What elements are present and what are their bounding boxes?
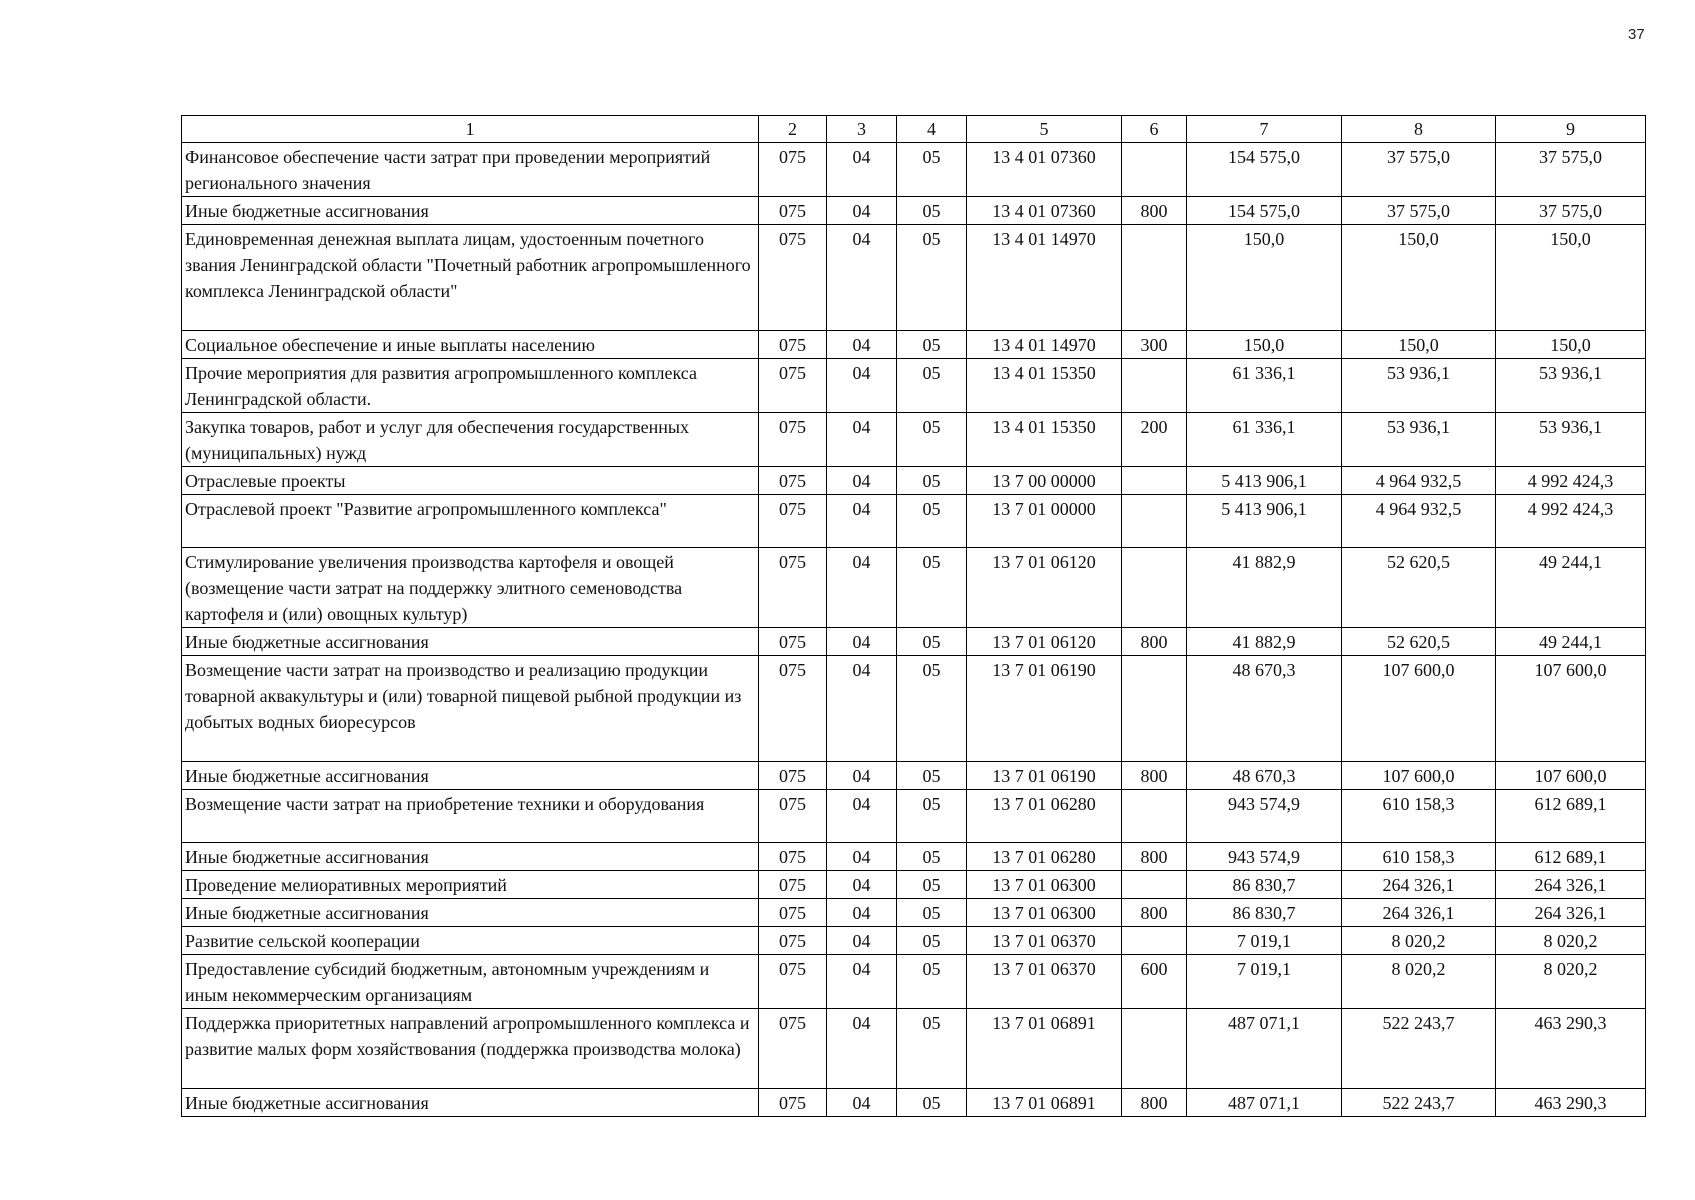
- target-article-cell: 13 4 01 14970: [967, 331, 1122, 359]
- section-cell: 04: [827, 359, 897, 413]
- expense-type-cell: 200: [1122, 413, 1187, 467]
- amount-cell: 150,0: [1342, 331, 1496, 359]
- amount-cell: 49 244,1: [1496, 628, 1646, 656]
- row-name-cell: Иные бюджетные ассигнования: [182, 628, 759, 656]
- target-article-cell: 13 7 01 06120: [967, 628, 1122, 656]
- amount-cell: 264 326,1: [1496, 899, 1646, 927]
- target-article-cell: 13 7 01 06370: [967, 955, 1122, 1009]
- amount-cell: 4 964 932,5: [1342, 495, 1496, 548]
- amount-cell: 37 575,0: [1342, 143, 1496, 197]
- table-row: [182, 843, 1646, 871]
- amount-cell: 943 574,9: [1187, 790, 1342, 843]
- expense-type-cell: [1122, 359, 1187, 413]
- expense-type-cell: 800: [1122, 762, 1187, 790]
- amount-cell: 487 071,1: [1187, 1089, 1342, 1117]
- code-cell: 075: [759, 628, 827, 656]
- subsection-cell: 05: [897, 871, 967, 899]
- row-name-cell: Иные бюджетные ассигнования: [182, 899, 759, 927]
- target-article-cell: 13 7 00 00000: [967, 467, 1122, 495]
- amount-cell: 53 936,1: [1496, 413, 1646, 467]
- section-cell: 04: [827, 1009, 897, 1089]
- code-cell: 075: [759, 762, 827, 790]
- amount-cell: 463 290,3: [1496, 1009, 1646, 1089]
- expense-type-cell: 800: [1122, 628, 1187, 656]
- expense-type-cell: 800: [1122, 899, 1187, 927]
- expense-type-cell: [1122, 927, 1187, 955]
- expense-type-cell: 800: [1122, 843, 1187, 871]
- section-cell: 04: [827, 197, 897, 225]
- table-row: [182, 197, 1646, 225]
- row-name-cell: Иные бюджетные ассигнования: [182, 843, 759, 871]
- row-name-cell: Финансовое обеспечение части затрат при проведении мероприятий регионального значения: [182, 143, 759, 197]
- section-cell: 04: [827, 331, 897, 359]
- subsection-cell: 05: [897, 413, 967, 467]
- section-cell: 04: [827, 467, 897, 495]
- amount-cell: 48 670,3: [1187, 762, 1342, 790]
- row-name-cell: Закупка товаров, работ и услуг для обеспечения государственных (муниципальных) нужд: [182, 413, 759, 467]
- amount-cell: 49 244,1: [1496, 548, 1646, 628]
- amount-cell: 5 413 906,1: [1187, 495, 1342, 548]
- target-article-cell: 13 7 01 06280: [967, 843, 1122, 871]
- subsection-cell: 05: [897, 843, 967, 871]
- section-cell: 04: [827, 843, 897, 871]
- amount-cell: 8 020,2: [1496, 927, 1646, 955]
- subsection-cell: 05: [897, 955, 967, 1009]
- target-article-cell: 13 7 01 06370: [967, 927, 1122, 955]
- target-article-cell: 13 4 01 07360: [967, 143, 1122, 197]
- amount-cell: 150,0: [1342, 225, 1496, 331]
- amount-cell: 610 158,3: [1342, 843, 1496, 871]
- target-article-cell: 13 4 01 14970: [967, 225, 1122, 331]
- amount-cell: 463 290,3: [1496, 1089, 1646, 1117]
- subsection-cell: 05: [897, 143, 967, 197]
- target-article-cell: 13 7 01 06190: [967, 656, 1122, 762]
- amount-cell: 4 964 932,5: [1342, 467, 1496, 495]
- target-article-cell: 13 7 01 00000: [967, 495, 1122, 548]
- table-row: [182, 331, 1646, 359]
- amount-cell: 86 830,7: [1187, 871, 1342, 899]
- subsection-cell: 05: [897, 467, 967, 495]
- table-row: [182, 548, 1646, 628]
- section-cell: 04: [827, 413, 897, 467]
- subsection-cell: 05: [897, 1089, 967, 1117]
- amount-cell: 37 575,0: [1342, 197, 1496, 225]
- expense-type-cell: [1122, 495, 1187, 548]
- header-cell: 1: [182, 116, 759, 143]
- subsection-cell: 05: [897, 495, 967, 548]
- section-cell: 04: [827, 790, 897, 843]
- amount-cell: 154 575,0: [1187, 143, 1342, 197]
- code-cell: 075: [759, 843, 827, 871]
- section-cell: 04: [827, 495, 897, 548]
- code-cell: 075: [759, 927, 827, 955]
- section-cell: 04: [827, 955, 897, 1009]
- expense-type-cell: [1122, 871, 1187, 899]
- subsection-cell: 05: [897, 548, 967, 628]
- amount-cell: 522 243,7: [1342, 1009, 1496, 1089]
- row-name-cell: Стимулирование увеличения производства картофеля и овощей (возмещение части затрат на поддержку элитного семеноводства картофеля и (или) овощных культур): [182, 548, 759, 628]
- expense-type-cell: 800: [1122, 197, 1187, 225]
- table-row: [182, 762, 1646, 790]
- table-row: [182, 871, 1646, 899]
- code-cell: 075: [759, 143, 827, 197]
- amount-cell: 107 600,0: [1342, 762, 1496, 790]
- row-name-cell: Социальное обеспечение и иные выплаты населению: [182, 331, 759, 359]
- amount-cell: 37 575,0: [1496, 143, 1646, 197]
- amount-cell: 264 326,1: [1496, 871, 1646, 899]
- subsection-cell: 05: [897, 790, 967, 843]
- table-row: [182, 927, 1646, 955]
- amount-cell: 487 071,1: [1187, 1009, 1342, 1089]
- subsection-cell: 05: [897, 1009, 967, 1089]
- header-cell: 6: [1122, 116, 1187, 143]
- amount-cell: 48 670,3: [1187, 656, 1342, 762]
- amount-cell: 610 158,3: [1342, 790, 1496, 843]
- amount-cell: 61 336,1: [1187, 413, 1342, 467]
- table-row: [182, 899, 1646, 927]
- header-cell: 7: [1187, 116, 1342, 143]
- subsection-cell: 05: [897, 899, 967, 927]
- expense-type-cell: [1122, 225, 1187, 331]
- table-row: [182, 955, 1646, 1009]
- amount-cell: 4 992 424,3: [1496, 467, 1646, 495]
- amount-cell: 5 413 906,1: [1187, 467, 1342, 495]
- header-row: [182, 116, 1646, 143]
- section-cell: 04: [827, 899, 897, 927]
- amount-cell: 37 575,0: [1496, 197, 1646, 225]
- table-row: [182, 1009, 1646, 1089]
- expense-type-cell: [1122, 656, 1187, 762]
- subsection-cell: 05: [897, 331, 967, 359]
- amount-cell: 7 019,1: [1187, 927, 1342, 955]
- expense-type-cell: [1122, 1009, 1187, 1089]
- table-row: [182, 359, 1646, 413]
- expense-type-cell: [1122, 143, 1187, 197]
- table-row: [182, 628, 1646, 656]
- section-cell: 04: [827, 225, 897, 331]
- amount-cell: 53 936,1: [1496, 359, 1646, 413]
- header-cell: 3: [827, 116, 897, 143]
- amount-cell: 53 936,1: [1342, 359, 1496, 413]
- table-row: [182, 413, 1646, 467]
- table-row: [182, 656, 1646, 762]
- page-number: 37: [1628, 26, 1645, 43]
- amount-cell: 264 326,1: [1342, 871, 1496, 899]
- row-name-cell: Отраслевые проекты: [182, 467, 759, 495]
- code-cell: 075: [759, 955, 827, 1009]
- amount-cell: 41 882,9: [1187, 628, 1342, 656]
- target-article-cell: 13 7 01 06120: [967, 548, 1122, 628]
- table-row: [182, 225, 1646, 331]
- subsection-cell: 05: [897, 762, 967, 790]
- amount-cell: 612 689,1: [1496, 790, 1646, 843]
- section-cell: 04: [827, 628, 897, 656]
- code-cell: 075: [759, 656, 827, 762]
- row-name-cell: Иные бюджетные ассигнования: [182, 1089, 759, 1117]
- table-row: [182, 143, 1646, 197]
- section-cell: 04: [827, 548, 897, 628]
- expense-type-cell: 300: [1122, 331, 1187, 359]
- row-name-cell: Отраслевой проект "Развитие агропромышленного комплекса": [182, 495, 759, 548]
- subsection-cell: 05: [897, 225, 967, 331]
- header-cell: 2: [759, 116, 827, 143]
- amount-cell: 150,0: [1496, 331, 1646, 359]
- section-cell: 04: [827, 1089, 897, 1117]
- target-article-cell: 13 7 01 06190: [967, 762, 1122, 790]
- section-cell: 04: [827, 656, 897, 762]
- amount-cell: 107 600,0: [1496, 656, 1646, 762]
- header-cell: 4: [897, 116, 967, 143]
- amount-cell: 150,0: [1496, 225, 1646, 331]
- expense-type-cell: 600: [1122, 955, 1187, 1009]
- expense-type-cell: [1122, 548, 1187, 628]
- subsection-cell: 05: [897, 628, 967, 656]
- amount-cell: 41 882,9: [1187, 548, 1342, 628]
- subsection-cell: 05: [897, 359, 967, 413]
- budget-table: [181, 115, 1646, 1117]
- target-article-cell: 13 7 01 06280: [967, 790, 1122, 843]
- table-row: [182, 790, 1646, 843]
- code-cell: 075: [759, 225, 827, 331]
- row-name-cell: Единовременная денежная выплата лицам, удостоенным почетного звания Ленинградской области "Почетный работник агропромышленного комплекса Ленинградской области": [182, 225, 759, 331]
- amount-cell: 52 620,5: [1342, 548, 1496, 628]
- target-article-cell: 13 7 01 06300: [967, 899, 1122, 927]
- subsection-cell: 05: [897, 927, 967, 955]
- amount-cell: 52 620,5: [1342, 628, 1496, 656]
- expense-type-cell: 800: [1122, 1089, 1187, 1117]
- target-article-cell: 13 7 01 06891: [967, 1009, 1122, 1089]
- code-cell: 075: [759, 359, 827, 413]
- row-name-cell: Прочие мероприятия для развития агропромышленного комплекса Ленинградской области.: [182, 359, 759, 413]
- code-cell: 075: [759, 1009, 827, 1089]
- amount-cell: 86 830,7: [1187, 899, 1342, 927]
- amount-cell: 107 600,0: [1496, 762, 1646, 790]
- header-cell: 5: [967, 116, 1122, 143]
- code-cell: 075: [759, 899, 827, 927]
- code-cell: 075: [759, 495, 827, 548]
- target-article-cell: 13 7 01 06300: [967, 871, 1122, 899]
- amount-cell: 4 992 424,3: [1496, 495, 1646, 548]
- row-name-cell: Возмещение части затрат на приобретение техники и оборудования: [182, 790, 759, 843]
- code-cell: 075: [759, 413, 827, 467]
- subsection-cell: 05: [897, 656, 967, 762]
- table-row: [182, 467, 1646, 495]
- row-name-cell: Возмещение части затрат на производство и реализацию продукции товарной аквакультуры и (или) товарной пищевой рыбной продукции из добытых водных биоресурсов: [182, 656, 759, 762]
- section-cell: 04: [827, 143, 897, 197]
- row-name-cell: Поддержка приоритетных направлений агропромышленного комплекса и развитие малых форм хозяйствования (поддержка производства молока): [182, 1009, 759, 1089]
- amount-cell: 522 243,7: [1342, 1089, 1496, 1117]
- amount-cell: 7 019,1: [1187, 955, 1342, 1009]
- amount-cell: 154 575,0: [1187, 197, 1342, 225]
- row-name-cell: Проведение мелиоративных мероприятий: [182, 871, 759, 899]
- code-cell: 075: [759, 197, 827, 225]
- table-row: [182, 495, 1646, 548]
- amount-cell: 8 020,2: [1342, 927, 1496, 955]
- table-row: [182, 1089, 1646, 1117]
- target-article-cell: 13 4 01 15350: [967, 359, 1122, 413]
- header-cell: 9: [1496, 116, 1646, 143]
- target-article-cell: 13 4 01 15350: [967, 413, 1122, 467]
- amount-cell: 150,0: [1187, 331, 1342, 359]
- amount-cell: 107 600,0: [1342, 656, 1496, 762]
- code-cell: 075: [759, 1089, 827, 1117]
- row-name-cell: Иные бюджетные ассигнования: [182, 762, 759, 790]
- amount-cell: 943 574,9: [1187, 843, 1342, 871]
- section-cell: 04: [827, 871, 897, 899]
- expense-type-cell: [1122, 467, 1187, 495]
- target-article-cell: 13 4 01 07360: [967, 197, 1122, 225]
- code-cell: 075: [759, 548, 827, 628]
- row-name-cell: Иные бюджетные ассигнования: [182, 197, 759, 225]
- amount-cell: 150,0: [1187, 225, 1342, 331]
- code-cell: 075: [759, 331, 827, 359]
- code-cell: 075: [759, 871, 827, 899]
- section-cell: 04: [827, 762, 897, 790]
- code-cell: 075: [759, 467, 827, 495]
- amount-cell: 61 336,1: [1187, 359, 1342, 413]
- section-cell: 04: [827, 927, 897, 955]
- subsection-cell: 05: [897, 197, 967, 225]
- amount-cell: 53 936,1: [1342, 413, 1496, 467]
- amount-cell: 8 020,2: [1342, 955, 1496, 1009]
- code-cell: 075: [759, 790, 827, 843]
- row-name-cell: Предоставление субсидий бюджетным, автономным учреждениям и иным некоммерческим организациям: [182, 955, 759, 1009]
- amount-cell: 264 326,1: [1342, 899, 1496, 927]
- amount-cell: 612 689,1: [1496, 843, 1646, 871]
- expense-type-cell: [1122, 790, 1187, 843]
- header-cell: 8: [1342, 116, 1496, 143]
- row-name-cell: Развитие сельской кооперации: [182, 927, 759, 955]
- target-article-cell: 13 7 01 06891: [967, 1089, 1122, 1117]
- amount-cell: 8 020,2: [1496, 955, 1646, 1009]
